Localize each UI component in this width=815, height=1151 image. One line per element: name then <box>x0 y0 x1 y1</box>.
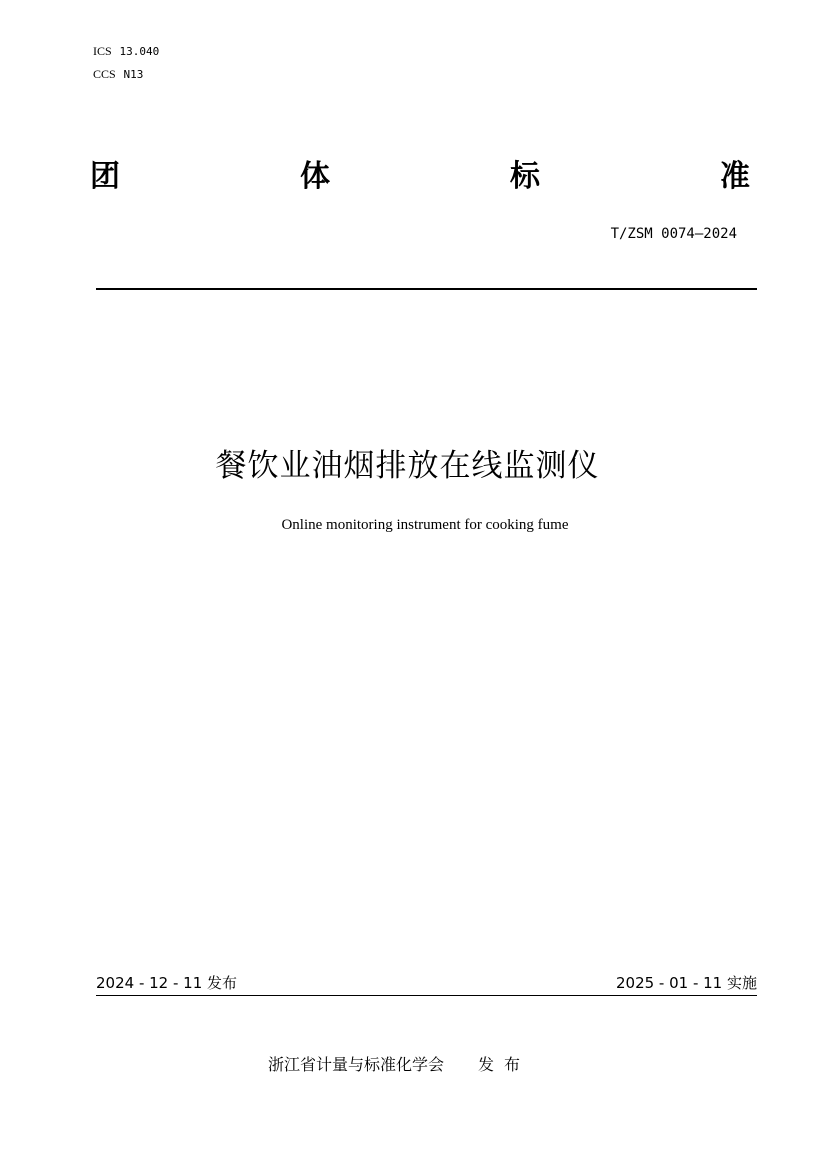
category-char-4: 准 <box>720 159 750 194</box>
standard-category <box>90 156 750 198</box>
publisher-name: 浙江省计量与标准化学会 <box>268 1055 445 1074</box>
date-row <box>96 972 757 994</box>
standard-number: T/ZSM 0074—2024 <box>610 226 737 242</box>
top-divider <box>96 288 757 290</box>
ccs-label: CCS <box>93 67 116 81</box>
ccs-line <box>93 63 159 86</box>
publisher-line <box>268 1054 530 1076</box>
publish-verb: 发布 <box>478 1055 531 1074</box>
ics-label: ICS <box>93 44 112 58</box>
bottom-divider <box>96 995 757 996</box>
category-char-3: 标 <box>510 159 540 194</box>
category-char-2: 体 <box>300 159 330 194</box>
document-title-english: Online monitoring instrument for cooking fume <box>281 517 569 533</box>
category-char-1: 团 <box>90 159 120 194</box>
document-title-chinese: 餐饮业油烟排放在线监测仪 <box>215 448 600 484</box>
ccs-value: N13 <box>123 68 144 81</box>
implementation-date: 2025 - 01 - 11 实施 <box>615 974 757 992</box>
issue-date: 2024 - 12 - 11 发布 <box>96 974 238 992</box>
ics-value: 13.040 <box>119 45 160 58</box>
ics-line <box>93 40 159 63</box>
classification-codes <box>93 40 159 86</box>
